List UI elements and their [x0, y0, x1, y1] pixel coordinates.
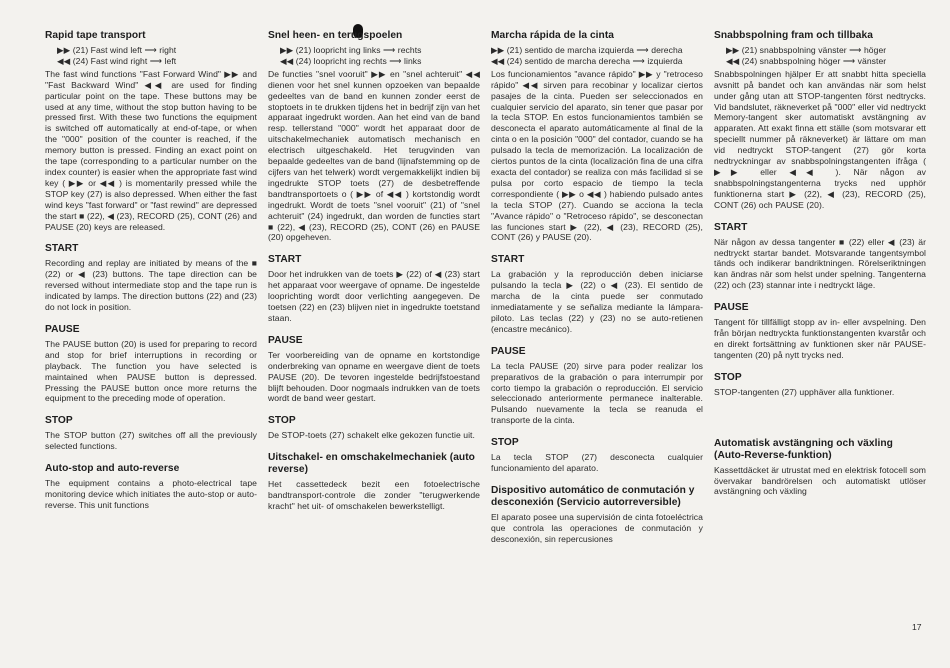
- section-heading: STOP: [491, 437, 519, 449]
- section-text: La grabación y la reproducción deben iniciarse pulsando la tecla ▶ (22) o ◀ (23). El sentido de marcha de la cinta puede ser conmutado inmediatamente y se señaliza mediante la lámpara-piloto. Las teclas (22) y (23) no se auto-retienen (encastre mecánico).: [491, 269, 703, 334]
- section-heading: Uitschakel- en omschakelmechaniek (auto reverse): [268, 452, 475, 476]
- section-heading: STOP: [714, 371, 742, 383]
- section-heading: Dispositivo automático de conmutación y desconexión (Servicio autorreversible): [491, 485, 695, 508]
- section-heading: PAUSE: [268, 334, 303, 346]
- section-text: La tecla PAUSE (20) sirve para poder realizar los preparativos de la grabación o para interrumpir por corto tiempo la grabación o reproducción. El servicio seleccionado anteriormente permanece inalterable. Pulsando nuevamente la tecla se reanuda el transporte de la cinta.: [491, 360, 703, 426]
- key-line: ◀◀ (24) snabbspolning höger ⟶ vänster: [726, 55, 887, 66]
- column-swedish: [714, 30, 926, 497]
- section-text: The PAUSE button (20) is used for preparing to record and stop for brief interruptions in recording or playback. The function you have selected is maintained when PAUSE button is depressed. Pressing the PAUSE button once more returns the equipment to the preceding mode of operation.: [45, 338, 257, 404]
- section-heading: START: [491, 254, 525, 266]
- section-heading: Automatisk avstängning och växling (Auto-Reverse-funktion): [714, 437, 893, 461]
- section-heading: PAUSE: [714, 302, 749, 314]
- key-line: ◀◀ (24) Fast wind right ⟶ left: [57, 55, 177, 66]
- section-text: Kassettdäcket är utrustat med en elektrisk fotocell som övervakar bandrörelsen och automatiskt utlöser avstängning och växling: [714, 464, 926, 497]
- page-number: 17: [912, 622, 922, 632]
- section-text: El aparato posee una supervisión de cinta fotoeléctrica que controla las operaciones de conmutación y desconexión, sin repercusiones: [491, 512, 703, 544]
- section-heading: START: [268, 254, 302, 266]
- section-text: Door het indrukken van de toets ▶ (22) of ◀ (23) start het apparaat voor weergave of opname. De ingestelde looprichting wordt door verlichting aangegeven. De toetsen (22) en (23) blijven niet in ingedrukte toetstand staan.: [268, 269, 480, 323]
- section-text: När någon av dessa tangenter ■ (22) eller ◀ (23) är nedtryckt startar bandet. Motsvarande tangentsymbol tänds och indikerar bandriktningen. Rörelseriktningen kan ändras när som helst under spelning. Tangenterna (22) och (23) stannar inte i nedtryckt läge.: [714, 236, 926, 291]
- intro-paragraph: De functies "snel vooruit" ▶▶ en "snel achteruit" ◀◀ dienen voor het snel kunnen opzoeken van bepaalde gedeeltes van de band en kunnen zonder eerst de stoptoets in te drukken tijdens het in bedrijf zijn van het apparaat ingedrukt worden. Aan het eind van de band resp. tellerstand "000" wordt het apparaat door de uitschakelmechaniek automatisch mechanisch en electrisch uitgeschakeld. Het terugvinden van bepaalde gedeeltes van de band (lijnafstemming op de cijfers van het telwerk) wordt vergemakkelijkt indien bij ingedrukte STOP toets (27) de desbetreffende bandtransportoets o ( ▶▶ of ◀◀ ) kortstondig wordt ingedrukt. Wordt de toets "snel vooruit" (21) of "snel achteruit" (24) ingedrukt, dan worden de functies start ■ (22), ◀ (23), RECORD (25), CONT (26) en PAUSE (20) opgeheven.: [268, 68, 480, 243]
- column-title: Rapid tape transport: [45, 30, 146, 41]
- section-text: The equipment contains a photo-electrical tape monitoring device which initiates the auto-stop or auto-reverse. This unit functions: [45, 478, 257, 510]
- section-heading: STOP: [45, 415, 73, 427]
- intro-paragraph: Los funcionamientos "avance rápido" ▶▶ y "retroceso rápido" ◀◀ sirven para recobinar y localizar ciertos pasajes de la cinta. Pueden ser seleccionados en cualquier servicio del aparato, sin tener que pasar por la tecla STOP. En estos funcionamientos también se desconecta el aparato automáticamente al final de la cinta o en la posición "000" del contador, cuando se ha pulsado la tecla de memorización. La localización de ciertos puntos de la cinta (localización fina de una cifra exacta del contador) se realiza con más facilidad si se pulsa por corto espacio de tiempo la tecla correspondiente ( ▶▶ o ◀◀ ) habiendo pulsado antes la tecla STOP (27). Cuando se acciona la tecla "Avance rápido" o "Retroceso rápido", se desconectan las funciones start ▶ (22), ◀ (23), RECORD (25), CONT (26) y PAUSE (20).: [491, 68, 703, 243]
- section-heading: START: [714, 221, 748, 233]
- key-line: ◀◀ (24) loopricht ing rechts ⟶ links: [280, 55, 422, 66]
- section-heading: Auto-stop and auto-reverse: [45, 463, 180, 475]
- column-dutch: [268, 30, 480, 512]
- section-text: STOP-tangenten (27) upphäver alla funktioner.: [714, 386, 895, 397]
- key-line: ▶▶ (21) loopricht ing links ⟶ rechts: [280, 45, 422, 55]
- section-text: La tecla STOP (27) desconecta cualquier funcionamiento del aparato.: [491, 452, 703, 474]
- column-spanish: [491, 30, 703, 545]
- section-text: The STOP button (27) switches off all the previously selected functions.: [45, 430, 257, 452]
- section-text: De STOP-toets (27) schakelt elke gekozen functie uit.: [268, 430, 475, 441]
- column-title: Snel heen- en terugspoelen: [268, 30, 403, 41]
- section-heading: STOP: [268, 415, 296, 427]
- key-line: ▶▶ (21) snabbspolning vänster ⟶ höger: [726, 45, 887, 55]
- intro-paragraph: Snabbspolningen hjälper Er att snabbt hitta speciella avsnitt på bandet och kan användas när som helst under gång utan att STOP-tangenten först nedtrycks. Vid bandslutet, räkneverket på "000" eller vid nedtryckt Memory-tangent sker automatiskt avstängning av apparaten. Att exakt finna ett ställe (som motsvarar ett speciellt nummer på räkneverket) är lättare om man vid nedtryckt STOP-tangent (27) gör korta nedtryckningar av snabbspolningstangenten ifråga ( ▶▶ eller ◀◀ ). När någon av snabbspolningstangenterna trycks ned upphör funktionerna start ▶ (22), ◀ (23), RECORD (25), CONT (26) och PAUSE (20).: [714, 68, 926, 210]
- section-heading: PAUSE: [45, 323, 80, 335]
- key-line: ▶▶ (21) sentido de marcha izquierda ⟶ derecha: [491, 45, 683, 55]
- column-title: Marcha rápida de la cinta: [491, 30, 614, 41]
- section-heading: START: [45, 243, 79, 255]
- section-text: Het cassettedeck bezit een fotoelectrische bandtransport-controle die zonder "terugwerkende kracht" het uit- of omschakelen bewerkstelligt.: [268, 479, 480, 512]
- intro-paragraph: The fast wind functions "Fast Forward Wind" ▶▶ and "Fast Backward Wind" ◀◀ are used for finding particular point on the tape. These buttons may be used at any time, without the stop button having to be pressed first. With these two functions the equipment is switched off automatically at end-of-tape, or when the "000" position of the counter is reached, if the memory button is pressed. Finding an exact point on the tape (corresponding to a particular number on the index counter) is easier when the appropriate fast wind key ( ▶▶ or ◀◀ ) is momentarily pressed while the STOP key (27) is also depressed. When either the fast wind keys "fast forward" or "fast rewind" are depressed the start ■ (22), ◀ (23), RECORD (25), CONT (26) and PAUSE (20) keys are released.: [45, 68, 257, 232]
- section-text: Recording and replay are initiated by means of the ■ (22) or ◀ (23) buttons. The tape direction can be reversed without intermediate stop and the tape run is indicated by lamps. The direction buttons (22) and (23) do not lock in position.: [45, 258, 257, 313]
- column-english: [45, 30, 257, 511]
- key-line: ▶▶ (21) Fast wind left ⟶ right: [57, 45, 177, 55]
- section-heading: PAUSE: [491, 345, 526, 357]
- column-title: Snabbspolning fram och tillbaka: [714, 30, 873, 41]
- section-text: Ter voorbereiding van de opname en kortstondige onderbreking van opname en weergave dient de toets PAUSE (20). De tevoren ingestelde bedrijfstoestand blijft behouden. Door nogmaals indrukken van de toets wordt de band weer gestart.: [268, 349, 480, 404]
- section-text: Tangent för tillfälligt stopp av in- eller avspelning. Den från början nedtryckta funktionstangenten kvarstår och en direkt fortsättning av funktionen sker när PAUSE-tangenten (20) på nytt trycks ned.: [714, 317, 926, 360]
- key-line: ◀◀ (24) sentido de marcha derecha ⟶ izquierda: [491, 55, 683, 66]
